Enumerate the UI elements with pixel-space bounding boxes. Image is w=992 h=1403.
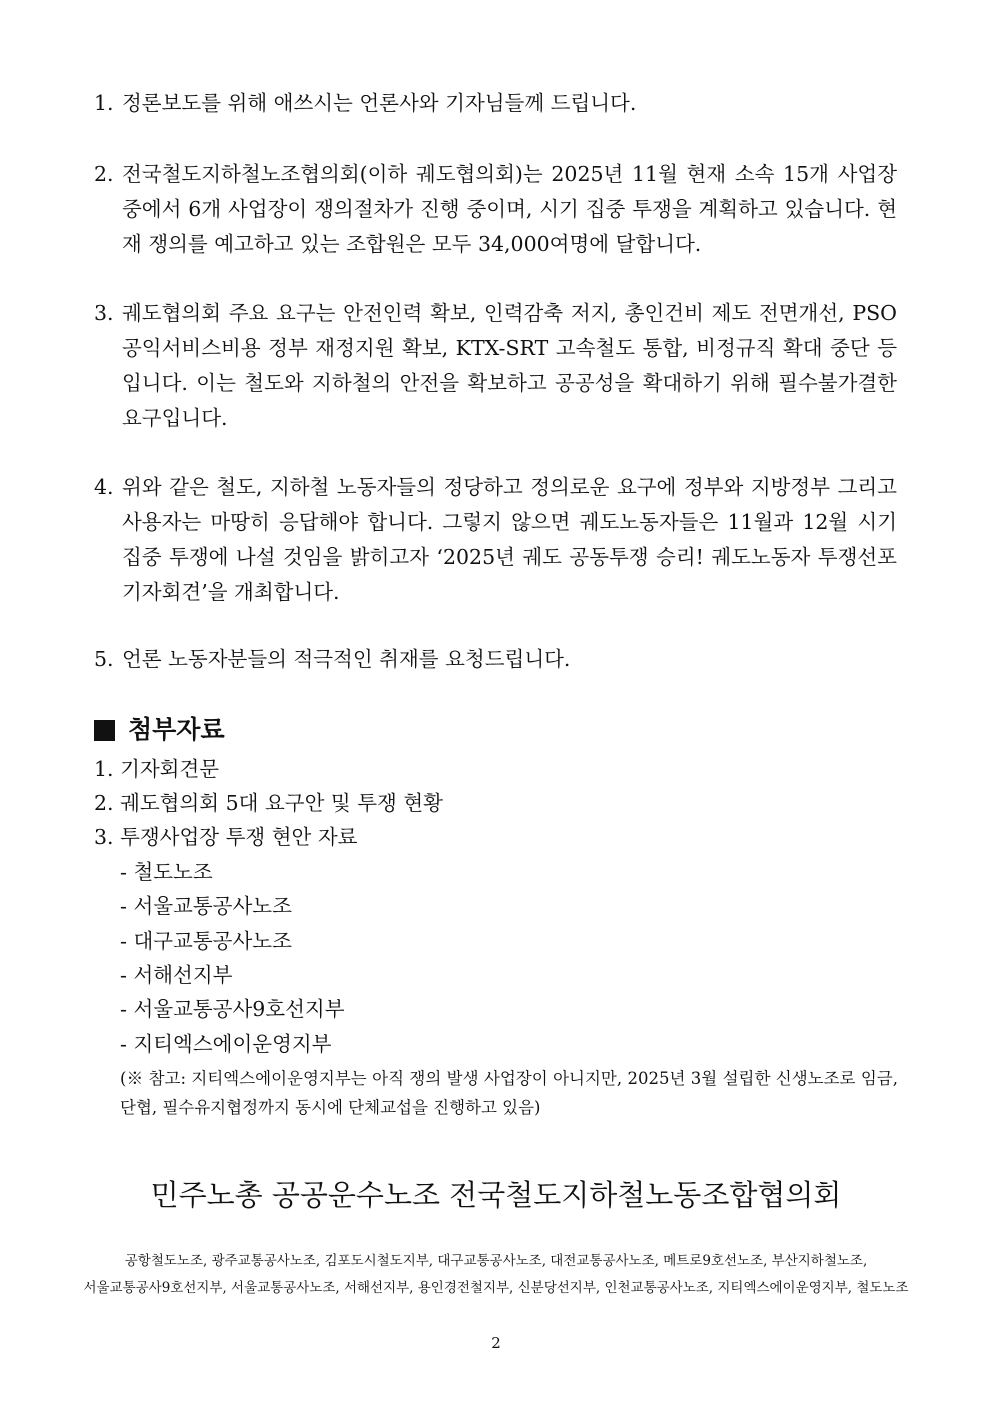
attachment-item: 1. 기자회견문 [94, 757, 220, 781]
square-bullet-icon [94, 720, 115, 741]
item-number: 4. [94, 475, 114, 499]
attachment-subitem: - 서울교통공사노조 [120, 894, 292, 918]
attachments-heading [94, 712, 225, 748]
page-number: 2 [491, 1334, 501, 1352]
attachment-subitem: - 지티엑스에이운영지부 [120, 1032, 332, 1056]
item-number: 5. [94, 647, 114, 671]
item-number: 1. [94, 91, 114, 115]
attachment-subitem: - 철도노조 [120, 860, 213, 884]
organization-name: 민주노총 공공운수노조 전국철도지하철노동조합협의회 [150, 1178, 842, 1212]
paragraph-item [94, 296, 897, 436]
attachment-subitem: - 대구교통공사노조 [120, 929, 292, 953]
item-text: 궤도협의회 주요 요구는 안전인력 확보, 인력감축 저지, 총인건비 제도 전면개선, PSO 공익서비스비용 정부 재정지원 확보, KTX-SRT 고속철도 통합, 비정규직 확대 중단 등입니다. 이는 철도와 지하철의 안전을 확보하고 공공성을 확대하기 위해 필수불가결한 요구입니다. [122, 301, 897, 430]
item-number: 2. [94, 162, 114, 186]
item-text: 언론 노동자분들의 적극적인 취재를 요청드립니다. [122, 647, 571, 671]
paragraph-item [94, 642, 897, 677]
attachments-heading-text: 첨부자료 [128, 715, 225, 744]
item-text: 전국철도지하철노조협의회(이하 궤도협의회)는 2025년 11월 현재 소속 15개 사업장 중에서 6개 사업장이 쟁의절차가 진행 중이며, 시기 집중 투쟁을 계획하고 있습니다. 현재 쟁의를 예고하고 있는 조합원은 모두 34,000여명에 달합니다. [122, 162, 897, 256]
attachment-item: 2. 궤도협의회 5대 요구안 및 투쟁 현황 [94, 791, 443, 815]
item-text: 위와 같은 철도, 지하철 노동자들의 정당하고 정의로운 요구에 정부와 지방정부 그리고 사용자는 마땅히 응답해야 합니다. 그렇지 않으면 궤도노동자들은 11월과 12월 시기 집중 투쟁에 나설 것임을 밝히고자 ‘2025년 궤도 공동투쟁 승리! 궤도노동자 투쟁선포 기자회견’을 개최합니다. [122, 475, 897, 604]
member-unions-line: 서울교통공사9호선지부, 서울교통공사노조, 서해선지부, 용인경전철지부, 신분당선지부, 인천교통공사노조, 지티엑스에이운영지부, 철도노조 [83, 1280, 909, 1296]
attachment-note: (※ 참고: 지티엑스에이운영지부는 아직 쟁의 발생 사업장이 아니지만, 2025년 3월 설립한 신생노조로 임금, 단협, 필수유지협정까지 동시에 단체교섭을 진행하고 있음) [120, 1069, 898, 1117]
attachment-subitem: - 서울교통공사9호선지부 [120, 997, 345, 1021]
item-number: 3. [94, 301, 114, 325]
paragraph-item [94, 86, 897, 121]
paragraph-item [94, 470, 897, 610]
attachment-subitem: - 서해선지부 [120, 963, 233, 987]
member-unions-line: 공항철도노조, 광주교통공사노조, 김포도시철도지부, 대구교통공사노조, 대전교통공사노조, 메트로9호선노조, 부산지하철노조, [124, 1253, 868, 1269]
paragraph-item [94, 157, 897, 262]
item-text: 정론보도를 위해 애쓰시는 언론사와 기자님들께 드립니다. [122, 91, 637, 115]
attachment-item: 3. 투쟁사업장 투쟁 현안 자료 [94, 825, 358, 849]
